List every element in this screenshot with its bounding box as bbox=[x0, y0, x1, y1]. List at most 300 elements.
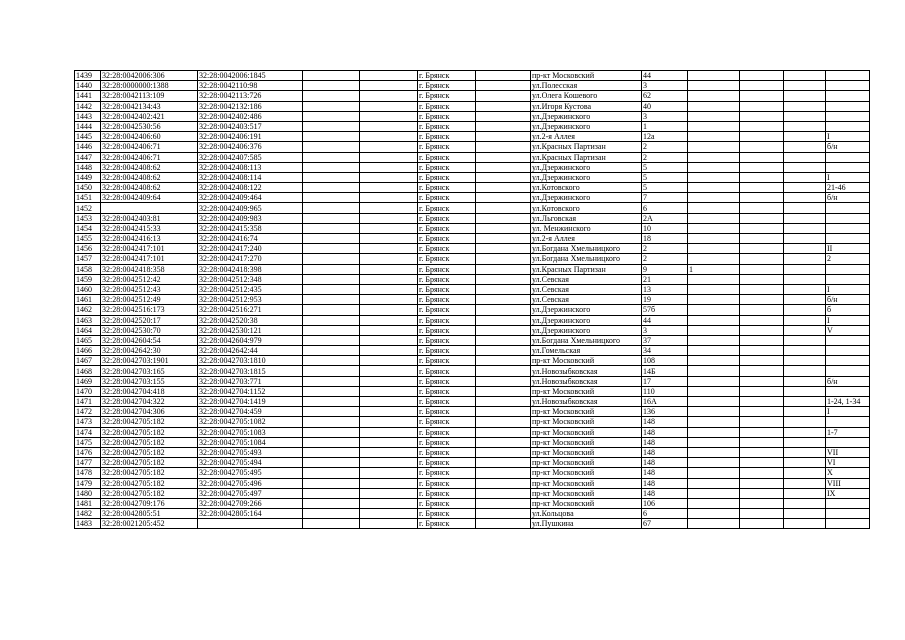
cell-col-empty-12 bbox=[784, 427, 826, 437]
cell-city: г. Брянск bbox=[418, 71, 476, 81]
cell-city: г. Брянск bbox=[418, 346, 476, 356]
cell-row-number: 1465 bbox=[75, 335, 101, 345]
cell-city: г. Брянск bbox=[418, 183, 476, 193]
cell-col-empty-5 bbox=[360, 101, 418, 111]
cell-col-empty-12 bbox=[784, 223, 826, 233]
cell-house-number: 10 bbox=[642, 223, 688, 233]
cell-col-empty-7 bbox=[476, 315, 531, 325]
cell-premises-number: б/н bbox=[826, 142, 870, 152]
cell-cadastral-number-object: 32:28:0042704:459 bbox=[198, 407, 303, 417]
cell-col-empty-5 bbox=[360, 376, 418, 386]
cell-col-empty-4 bbox=[303, 356, 360, 366]
cell-city: г. Брянск bbox=[418, 172, 476, 182]
cell-cadastral-number-land: 32:28:0042408:62 bbox=[101, 172, 198, 182]
cell-col-empty-11 bbox=[740, 244, 784, 254]
cell-house-number: 3 bbox=[642, 111, 688, 121]
cell-cadastral-number-object: 32:28:0042703:1815 bbox=[198, 366, 303, 376]
cell-cadastral-number-land: 32:28:0042704:418 bbox=[101, 386, 198, 396]
cell-cadastral-number-land: 32:28:0042409:64 bbox=[101, 193, 198, 203]
cell-col-empty-12 bbox=[784, 346, 826, 356]
cell-row-number: 1476 bbox=[75, 447, 101, 457]
cell-cadastral-number-object: 32:28:0042704:1419 bbox=[198, 397, 303, 407]
cell-house-number: 7 bbox=[642, 193, 688, 203]
cell-premises-number bbox=[826, 111, 870, 121]
cell-col-empty-4 bbox=[303, 254, 360, 264]
cell-building bbox=[688, 274, 740, 284]
cell-col-empty-5 bbox=[360, 498, 418, 508]
cell-house-number: 16А bbox=[642, 397, 688, 407]
cell-col-empty-12 bbox=[784, 447, 826, 457]
table-row bbox=[75, 346, 870, 356]
cell-row-number: 1447 bbox=[75, 152, 101, 162]
table-row bbox=[75, 305, 870, 315]
cell-street: ул.2-я Аллея bbox=[531, 234, 642, 244]
cell-street: ул.Дзержинского bbox=[531, 315, 642, 325]
cell-col-empty-4 bbox=[303, 295, 360, 305]
cell-building bbox=[688, 223, 740, 233]
cell-cadastral-number-land: 32:28:0042805:51 bbox=[101, 509, 198, 519]
cell-house-number: 2А bbox=[642, 213, 688, 223]
cell-city: г. Брянск bbox=[418, 142, 476, 152]
cell-row-number: 1450 bbox=[75, 183, 101, 193]
cell-col-empty-11 bbox=[740, 132, 784, 142]
table-row bbox=[75, 397, 870, 407]
cell-street: пр-кт Московский bbox=[531, 447, 642, 457]
table-row bbox=[75, 488, 870, 498]
cell-cadastral-number-land: 32:28:0042705:182 bbox=[101, 458, 198, 468]
cell-house-number: 37 bbox=[642, 335, 688, 345]
cell-row-number: 1443 bbox=[75, 111, 101, 121]
cell-building bbox=[688, 478, 740, 488]
table-row bbox=[75, 509, 870, 519]
cell-premises-number: 2 bbox=[826, 254, 870, 264]
cell-col-empty-4 bbox=[303, 447, 360, 457]
cell-street: пр-кт Московский bbox=[531, 386, 642, 396]
cell-row-number: 1480 bbox=[75, 488, 101, 498]
cell-col-empty-4 bbox=[303, 407, 360, 417]
cell-house-number: 57б bbox=[642, 305, 688, 315]
cell-house-number: 1 bbox=[642, 121, 688, 131]
cell-premises-number bbox=[826, 234, 870, 244]
table-row bbox=[75, 315, 870, 325]
cell-cadastral-number-land: 32:28:0042705:182 bbox=[101, 447, 198, 457]
cell-col-empty-4 bbox=[303, 458, 360, 468]
cell-premises-number bbox=[826, 366, 870, 376]
cell-row-number: 1445 bbox=[75, 132, 101, 142]
cell-col-empty-5 bbox=[360, 437, 418, 447]
table-row bbox=[75, 213, 870, 223]
cell-city: г. Брянск bbox=[418, 417, 476, 427]
cell-city: г. Брянск bbox=[418, 325, 476, 335]
registry-table bbox=[74, 70, 870, 529]
cell-col-empty-12 bbox=[784, 335, 826, 345]
cell-building bbox=[688, 356, 740, 366]
cell-col-empty-4 bbox=[303, 213, 360, 223]
cell-premises-number: I bbox=[826, 407, 870, 417]
cell-col-empty-12 bbox=[784, 498, 826, 508]
cell-cadastral-number-land: 32:28:0042408:62 bbox=[101, 183, 198, 193]
cell-col-empty-7 bbox=[476, 183, 531, 193]
cell-col-empty-7 bbox=[476, 356, 531, 366]
cell-building bbox=[688, 162, 740, 172]
cell-col-empty-4 bbox=[303, 284, 360, 294]
cell-row-number: 1440 bbox=[75, 81, 101, 91]
cell-city: г. Брянск bbox=[418, 509, 476, 519]
cell-cadastral-number-object: 32:28:0042403:517 bbox=[198, 121, 303, 131]
table-row bbox=[75, 417, 870, 427]
cell-col-empty-7 bbox=[476, 295, 531, 305]
cell-col-empty-4 bbox=[303, 183, 360, 193]
cell-cadastral-number-object: 32:28:0042416:74 bbox=[198, 234, 303, 244]
cell-col-empty-12 bbox=[784, 458, 826, 468]
cell-col-empty-12 bbox=[784, 111, 826, 121]
cell-house-number: 5 bbox=[642, 162, 688, 172]
table-row bbox=[75, 121, 870, 131]
cell-cadastral-number-land: 32:28:0042418:358 bbox=[101, 264, 198, 274]
cell-col-empty-7 bbox=[476, 234, 531, 244]
cell-col-empty-5 bbox=[360, 244, 418, 254]
cell-row-number: 1472 bbox=[75, 407, 101, 417]
cell-cadastral-number-object: 32:28:0042512:348 bbox=[198, 274, 303, 284]
cell-house-number: 106 bbox=[642, 498, 688, 508]
cell-col-empty-4 bbox=[303, 417, 360, 427]
cell-street: ул.Дзержинского bbox=[531, 172, 642, 182]
cell-col-empty-11 bbox=[740, 172, 784, 182]
cell-col-empty-11 bbox=[740, 468, 784, 478]
cell-premises-number: V bbox=[826, 325, 870, 335]
cell-cadastral-number-object: 32:28:0042705:496 bbox=[198, 478, 303, 488]
cell-cadastral-number-land: 32:28:0042406:60 bbox=[101, 132, 198, 142]
cell-street: ул.Новозыбковская bbox=[531, 376, 642, 386]
cell-col-empty-5 bbox=[360, 132, 418, 142]
cell-premises-number bbox=[826, 417, 870, 427]
cell-cadastral-number-land: 32:28:0042705:182 bbox=[101, 437, 198, 447]
cell-col-empty-5 bbox=[360, 447, 418, 457]
cell-street: ул.Дзержинского bbox=[531, 162, 642, 172]
table-row bbox=[75, 111, 870, 121]
cell-col-empty-7 bbox=[476, 407, 531, 417]
cell-col-empty-7 bbox=[476, 71, 531, 81]
cell-col-empty-12 bbox=[784, 274, 826, 284]
cell-house-number: 2 bbox=[642, 244, 688, 254]
table-row bbox=[75, 284, 870, 294]
cell-row-number: 1446 bbox=[75, 142, 101, 152]
cell-house-number: 148 bbox=[642, 447, 688, 457]
table-row bbox=[75, 498, 870, 508]
cell-cadastral-number-land: 32:28:0042406:71 bbox=[101, 142, 198, 152]
cell-city: г. Брянск bbox=[418, 335, 476, 345]
cell-col-empty-12 bbox=[784, 519, 826, 529]
cell-cadastral-number-land: 32:28:0042417:101 bbox=[101, 254, 198, 264]
cell-street: ул.Красных Партизан bbox=[531, 264, 642, 274]
cell-col-empty-7 bbox=[476, 193, 531, 203]
cell-cadastral-number-object: 32:28:0042113:726 bbox=[198, 91, 303, 101]
cell-col-empty-7 bbox=[476, 335, 531, 345]
cell-col-empty-5 bbox=[360, 386, 418, 396]
cell-row-number: 1464 bbox=[75, 325, 101, 335]
cell-building bbox=[688, 152, 740, 162]
cell-col-empty-4 bbox=[303, 437, 360, 447]
cell-col-empty-4 bbox=[303, 234, 360, 244]
table-row bbox=[75, 193, 870, 203]
cell-cadastral-number-object: 32:28:0042409:965 bbox=[198, 203, 303, 213]
cell-col-empty-5 bbox=[360, 172, 418, 182]
cell-premises-number bbox=[826, 274, 870, 284]
cell-col-empty-7 bbox=[476, 223, 531, 233]
table-row bbox=[75, 335, 870, 345]
table-row bbox=[75, 295, 870, 305]
cell-cadastral-number-object: 32:28:0042512:953 bbox=[198, 295, 303, 305]
cell-col-empty-7 bbox=[476, 274, 531, 284]
cell-col-empty-5 bbox=[360, 223, 418, 233]
cell-city: г. Брянск bbox=[418, 193, 476, 203]
cell-col-empty-11 bbox=[740, 71, 784, 81]
cell-cadastral-number-land: 32:28:0042516:173 bbox=[101, 305, 198, 315]
cell-col-empty-4 bbox=[303, 376, 360, 386]
cell-building bbox=[688, 407, 740, 417]
cell-building bbox=[688, 203, 740, 213]
cell-col-empty-5 bbox=[360, 346, 418, 356]
cell-premises-number bbox=[826, 213, 870, 223]
cell-col-empty-12 bbox=[784, 121, 826, 131]
cell-col-empty-12 bbox=[784, 254, 826, 264]
cell-col-empty-11 bbox=[740, 295, 784, 305]
cell-col-empty-7 bbox=[476, 366, 531, 376]
cell-premises-number: I bbox=[826, 132, 870, 142]
cell-col-empty-5 bbox=[360, 254, 418, 264]
cell-col-empty-12 bbox=[784, 315, 826, 325]
cell-col-empty-12 bbox=[784, 234, 826, 244]
cell-col-empty-11 bbox=[740, 101, 784, 111]
cell-col-empty-11 bbox=[740, 274, 784, 284]
cell-building bbox=[688, 346, 740, 356]
cell-city: г. Брянск bbox=[418, 488, 476, 498]
cell-cadastral-number-object: 32:28:0042417:240 bbox=[198, 244, 303, 254]
cell-city: г. Брянск bbox=[418, 234, 476, 244]
table-row bbox=[75, 519, 870, 529]
cell-row-number: 1454 bbox=[75, 223, 101, 233]
cell-premises-number: VIII bbox=[826, 478, 870, 488]
cell-street: ул.Дзержинского bbox=[531, 121, 642, 131]
cell-city: г. Брянск bbox=[418, 203, 476, 213]
cell-building bbox=[688, 71, 740, 81]
cell-cadastral-number-land: 32:28:0042006:306 bbox=[101, 71, 198, 81]
cell-house-number: 148 bbox=[642, 417, 688, 427]
cell-cadastral-number-land: 32:28:0042417:101 bbox=[101, 244, 198, 254]
cell-street: пр-кт Московский bbox=[531, 468, 642, 478]
cell-col-empty-7 bbox=[476, 152, 531, 162]
cell-col-empty-11 bbox=[740, 305, 784, 315]
cell-col-empty-12 bbox=[784, 468, 826, 478]
cell-col-empty-11 bbox=[740, 234, 784, 244]
cell-premises-number bbox=[826, 356, 870, 366]
cell-house-number: 6 bbox=[642, 203, 688, 213]
cell-cadastral-number-land: 32:28:0042703:155 bbox=[101, 376, 198, 386]
cell-col-empty-12 bbox=[784, 407, 826, 417]
table-row bbox=[75, 244, 870, 254]
cell-cadastral-number-object: 32:28:0042604:979 bbox=[198, 335, 303, 345]
cell-city: г. Брянск bbox=[418, 152, 476, 162]
cell-col-empty-11 bbox=[740, 81, 784, 91]
cell-house-number: 3 bbox=[642, 325, 688, 335]
cell-col-empty-12 bbox=[784, 81, 826, 91]
cell-col-empty-5 bbox=[360, 183, 418, 193]
cell-cadastral-number-object: 32:28:0042642:44 bbox=[198, 346, 303, 356]
cell-city: г. Брянск bbox=[418, 223, 476, 233]
cell-row-number: 1483 bbox=[75, 519, 101, 529]
cell-col-empty-4 bbox=[303, 162, 360, 172]
cell-city: г. Брянск bbox=[418, 162, 476, 172]
cell-col-empty-7 bbox=[476, 376, 531, 386]
cell-city: г. Брянск bbox=[418, 274, 476, 284]
cell-col-empty-5 bbox=[360, 315, 418, 325]
cell-building bbox=[688, 183, 740, 193]
cell-col-empty-7 bbox=[476, 254, 531, 264]
cell-house-number: 148 bbox=[642, 468, 688, 478]
cell-col-empty-11 bbox=[740, 203, 784, 213]
cell-cadastral-number-land: 32:28:0042113:109 bbox=[101, 91, 198, 101]
cell-city: г. Брянск bbox=[418, 519, 476, 529]
cell-col-empty-12 bbox=[784, 325, 826, 335]
cell-building bbox=[688, 315, 740, 325]
cell-city: г. Брянск bbox=[418, 458, 476, 468]
cell-street: пр-кт Московский bbox=[531, 417, 642, 427]
cell-house-number: 148 bbox=[642, 458, 688, 468]
cell-col-empty-12 bbox=[784, 152, 826, 162]
cell-building bbox=[688, 458, 740, 468]
cell-col-empty-12 bbox=[784, 193, 826, 203]
registry-rows bbox=[75, 71, 870, 529]
cell-building bbox=[688, 111, 740, 121]
table-row bbox=[75, 132, 870, 142]
cell-house-number: 13 bbox=[642, 284, 688, 294]
cell-col-empty-5 bbox=[360, 397, 418, 407]
cell-col-empty-12 bbox=[784, 183, 826, 193]
cell-row-number: 1478 bbox=[75, 468, 101, 478]
cell-col-empty-12 bbox=[784, 91, 826, 101]
cell-col-empty-4 bbox=[303, 121, 360, 131]
cell-cadastral-number-land: 32:28:0042512:42 bbox=[101, 274, 198, 284]
cell-col-empty-12 bbox=[784, 244, 826, 254]
table-row bbox=[75, 427, 870, 437]
cell-col-empty-11 bbox=[740, 397, 784, 407]
cell-cadastral-number-object: 32:28:0042417:270 bbox=[198, 254, 303, 264]
cell-col-empty-12 bbox=[784, 284, 826, 294]
cell-col-empty-7 bbox=[476, 478, 531, 488]
cell-col-empty-5 bbox=[360, 305, 418, 315]
cell-row-number: 1467 bbox=[75, 356, 101, 366]
table-row bbox=[75, 101, 870, 111]
cell-house-number: 34 bbox=[642, 346, 688, 356]
cell-city: г. Брянск bbox=[418, 366, 476, 376]
cell-col-empty-4 bbox=[303, 172, 360, 182]
cell-premises-number: 21-46 bbox=[826, 183, 870, 193]
cell-street: пр-кт Московский bbox=[531, 71, 642, 81]
cell-col-empty-11 bbox=[740, 386, 784, 396]
cell-col-empty-4 bbox=[303, 132, 360, 142]
cell-building bbox=[688, 498, 740, 508]
cell-col-empty-12 bbox=[784, 356, 826, 366]
cell-house-number: 136 bbox=[642, 407, 688, 417]
cell-street: пр-кт Московский bbox=[531, 498, 642, 508]
cell-col-empty-5 bbox=[360, 427, 418, 437]
cell-city: г. Брянск bbox=[418, 264, 476, 274]
cell-col-empty-4 bbox=[303, 223, 360, 233]
registry-sheet bbox=[74, 70, 870, 529]
cell-col-empty-4 bbox=[303, 71, 360, 81]
cell-row-number: 1460 bbox=[75, 284, 101, 294]
cell-row-number: 1473 bbox=[75, 417, 101, 427]
cell-col-empty-7 bbox=[476, 509, 531, 519]
cell-premises-number: I bbox=[826, 284, 870, 294]
cell-city: г. Брянск bbox=[418, 386, 476, 396]
cell-row-number: 1452 bbox=[75, 203, 101, 213]
cell-col-empty-5 bbox=[360, 264, 418, 274]
cell-col-empty-12 bbox=[784, 478, 826, 488]
cell-street: пр-кт Московский bbox=[531, 458, 642, 468]
cell-premises-number bbox=[826, 91, 870, 101]
cell-city: г. Брянск bbox=[418, 81, 476, 91]
cell-col-empty-5 bbox=[360, 81, 418, 91]
cell-premises-number: IX bbox=[826, 488, 870, 498]
cell-cadastral-number-object: 32:28:0042408:122 bbox=[198, 183, 303, 193]
cell-col-empty-12 bbox=[784, 162, 826, 172]
cell-cadastral-number-object: 32:28:0042409:983 bbox=[198, 213, 303, 223]
cell-cadastral-number-land: 32:28:0042703:165 bbox=[101, 366, 198, 376]
cell-street: ул.Дзержинского bbox=[531, 193, 642, 203]
cell-cadastral-number-land: 32:28:0042512:49 bbox=[101, 295, 198, 305]
cell-city: г. Брянск bbox=[418, 376, 476, 386]
cell-row-number: 1474 bbox=[75, 427, 101, 437]
cell-row-number: 1469 bbox=[75, 376, 101, 386]
cell-col-empty-4 bbox=[303, 335, 360, 345]
table-row bbox=[75, 152, 870, 162]
cell-col-empty-11 bbox=[740, 152, 784, 162]
cell-cadastral-number-object: 32:28:0042705:1083 bbox=[198, 427, 303, 437]
cell-building bbox=[688, 193, 740, 203]
cell-col-empty-12 bbox=[784, 132, 826, 142]
cell-street: ул.Пушкина bbox=[531, 519, 642, 529]
cell-building bbox=[688, 427, 740, 437]
table-row bbox=[75, 437, 870, 447]
table-row bbox=[75, 234, 870, 244]
cell-col-empty-7 bbox=[476, 284, 531, 294]
cell-col-empty-7 bbox=[476, 132, 531, 142]
cell-building bbox=[688, 417, 740, 427]
cell-street: ул.Льговская bbox=[531, 213, 642, 223]
cell-row-number: 1458 bbox=[75, 264, 101, 274]
cell-house-number: 44 bbox=[642, 71, 688, 81]
cell-street: ул.Богдана Хмельницкого bbox=[531, 335, 642, 345]
table-row bbox=[75, 264, 870, 274]
cell-cadastral-number-land: 32:28:0042512:43 bbox=[101, 284, 198, 294]
cell-col-empty-5 bbox=[360, 488, 418, 498]
cell-building bbox=[688, 234, 740, 244]
cell-row-number: 1442 bbox=[75, 101, 101, 111]
cell-col-empty-12 bbox=[784, 376, 826, 386]
cell-col-empty-4 bbox=[303, 264, 360, 274]
cell-cadastral-number-land: 32:28:0000000:1388 bbox=[101, 81, 198, 91]
cell-city: г. Брянск bbox=[418, 397, 476, 407]
cell-col-empty-11 bbox=[740, 478, 784, 488]
cell-building bbox=[688, 325, 740, 335]
cell-cadastral-number-object: 32:28:0042415:358 bbox=[198, 223, 303, 233]
cell-cadastral-number-land: 32:28:0042406:71 bbox=[101, 152, 198, 162]
cell-row-number: 1463 bbox=[75, 315, 101, 325]
cell-row-number: 1482 bbox=[75, 509, 101, 519]
cell-street: ул. Менжинского bbox=[531, 223, 642, 233]
cell-col-empty-7 bbox=[476, 386, 531, 396]
